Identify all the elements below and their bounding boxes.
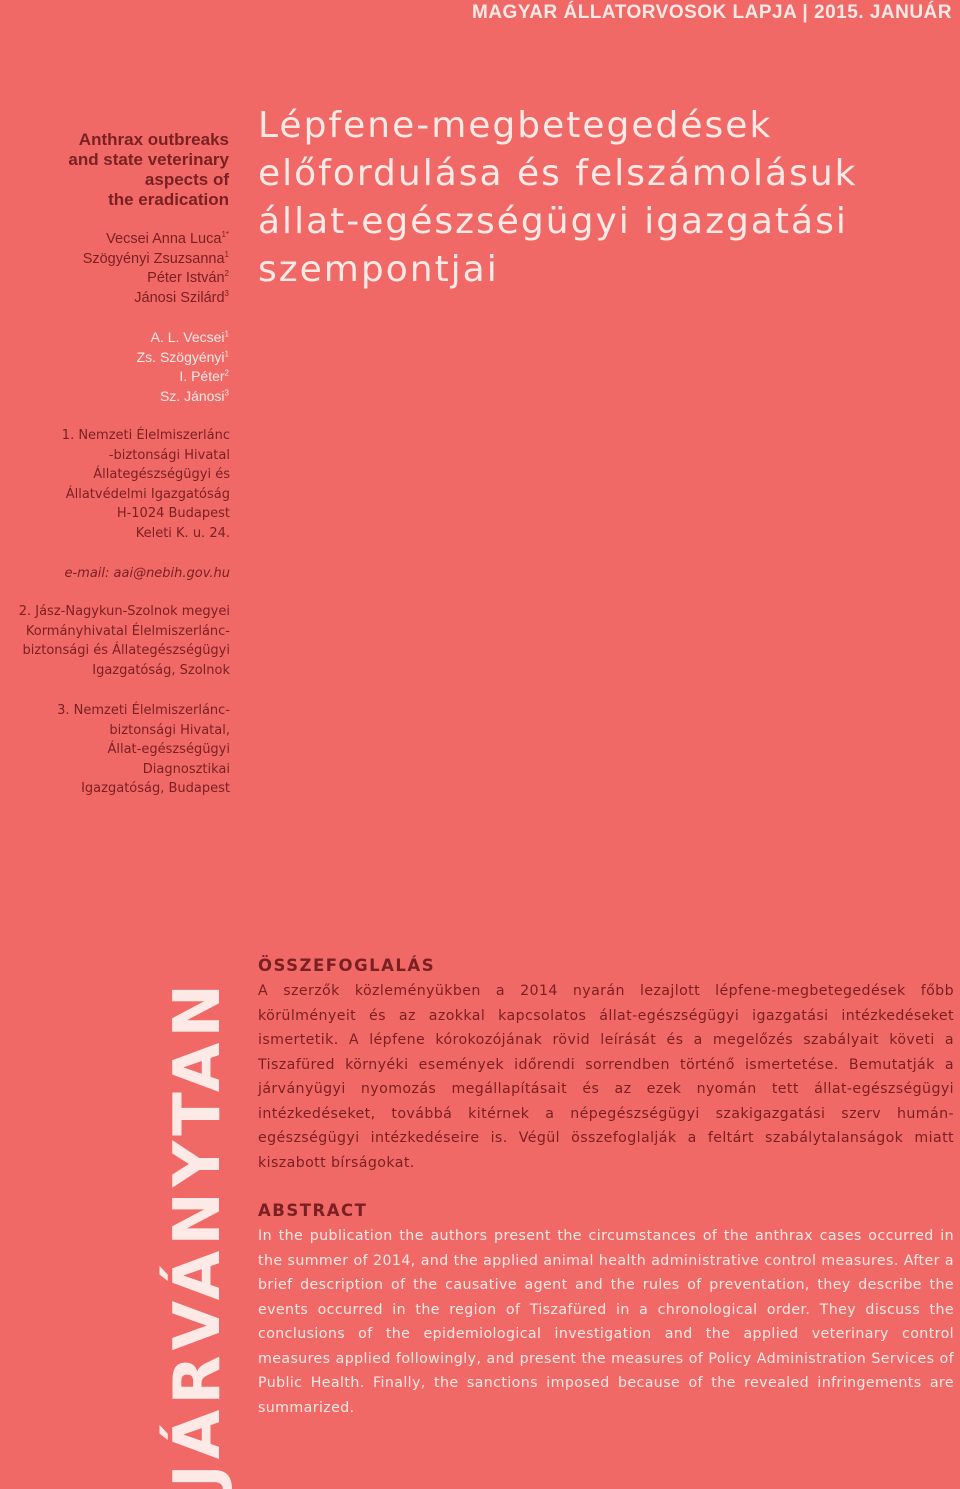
authors-hungarian — [83, 230, 229, 308]
author-affiliation-mark: 2 — [224, 269, 229, 279]
affiliation-line: Igazgatóság, Szolnok — [92, 662, 230, 678]
summary-heading: ÖSSZEFOGLALÁS — [258, 956, 436, 975]
affiliation-line: Kormányhivatal Élelmiszerlánc- — [25, 623, 230, 639]
affiliation-line: biztonsági és Állategészségügyi — [22, 643, 230, 659]
title-line: előfordulása és felszámolásuk — [258, 153, 858, 194]
author-line — [83, 289, 229, 309]
affiliation-line: Keleti K. u. 24. — [135, 525, 230, 541]
author-line — [83, 269, 229, 289]
title-en-line: aspects of — [144, 170, 229, 189]
section-label-vertical: JÁRVÁNYTAN — [161, 978, 235, 1488]
affiliation-2 — [19, 602, 230, 680]
author-line — [137, 387, 229, 407]
title-en-line: Anthrax outbreaks — [78, 130, 229, 149]
affiliation-1 — [62, 426, 230, 544]
author-line — [83, 250, 229, 270]
author-name: I. Péter — [179, 368, 225, 384]
author-line — [137, 367, 229, 387]
affiliation-line: Igazgatóság, Budapest — [81, 781, 230, 797]
author-name: Zs. Szögyényi — [136, 348, 225, 365]
affiliation-line: 3. Nemzeti Élelmiszerlánc- — [57, 703, 230, 718]
author-affiliation-mark: 1 — [224, 249, 229, 259]
title-line: állat-egészségügyi igazgatási — [258, 201, 848, 242]
author-name: A. L. Vecsei — [150, 329, 225, 345]
affiliation-line: 2. Jász-Nagykun-Szolnok megyei — [18, 604, 230, 619]
title-line: Lépfene-megbetegedések — [258, 105, 773, 146]
title-en-line: and state veterinary — [68, 150, 229, 169]
author-line — [83, 230, 229, 250]
article-title-hu — [258, 102, 948, 294]
author-line — [137, 348, 229, 368]
summary-text: A szerzők közleményükben a 2014 nyarán lezajlott lépfene-megbetegedések főbb körülményeit és az azokkal kapcsolatos állat-egészségügyi igazgatási intézkedéseket ismertetik. A lépfene kórokozójának rövid leírását és a megelőzés szabályait követi a Tiszafüred környéki események időrendi sorrendben történő ismertetése. Bemutatják a járványügyi nyomozás megállapításait és az ezek nyomán tett állat-egészségügyi intézkedéseket, továbbá kitérnek a népegészségügyi szakigazgatási szerv humán-egészségügyi intézkedéseire is. Végül összefoglalják a feltárt szabálytalanságok miatt kiszabott bírságokat. — [258, 983, 954, 1171]
affiliation-3 — [57, 701, 230, 799]
abstract-english — [258, 1200, 954, 1420]
author-affiliation-mark: 1* — [221, 230, 229, 240]
journal-header: MAGYAR ÁLLATORVOSOK LAPJA | 2015. JANUÁR — [472, 2, 952, 23]
title-line: szempontjai — [258, 249, 499, 290]
affiliation-line: biztonsági Hivatal, — [109, 722, 230, 738]
author-affiliation-mark: 3 — [224, 288, 229, 298]
author-name: Szögyényi Zsuzsanna — [82, 250, 225, 267]
affiliation-line: Állategészségügyi és — [93, 467, 230, 483]
affiliation-line: Állat-egészségügyi — [107, 742, 230, 758]
author-affiliation-mark: 1 — [224, 348, 229, 358]
author-name: Péter István — [147, 270, 225, 286]
author-line — [137, 328, 229, 348]
title-en-line: the eradication — [108, 190, 229, 209]
contact-email[interactable]: e-mail: aai@nebih.gov.hu — [64, 566, 230, 581]
author-name: Jánosi Szilárd — [134, 289, 225, 306]
affiliation-line: H-1024 Budapest — [116, 506, 230, 522]
affiliation-line: Diagnosztikai — [142, 761, 230, 777]
affiliation-line: 1. Nemzeti Élelmiszerlánc — [61, 428, 230, 443]
author-affiliation-mark: 2 — [224, 368, 229, 378]
author-name: Vecsei Anna Luca — [106, 231, 222, 247]
authors-english — [137, 328, 229, 406]
affiliation-line: Állatvédelmi Igazgatóság — [65, 486, 230, 502]
author-affiliation-mark: 1 — [224, 329, 229, 339]
author-name: Sz. Jánosi — [159, 387, 225, 404]
summary-hungarian — [258, 955, 954, 1175]
author-affiliation-mark: 3 — [224, 387, 229, 397]
abstract-text: In the publication the authors present the circumstances of the anthrax cases occurred in the summer of 2014, and the applied animal health administrative control measures. After a brief description of the causative agent and the rules of preventation, they describe the events occurred in the region of Tiszafüred in a chronological order. They discuss the conclusions of the epidemiological investigation and the applied veterinary control measures applied followingly, and present the measures of Policy Administration Services of Public Health. Finally, the sanctions imposed because of the revealed infringements are summarized. — [258, 1228, 954, 1416]
affiliation-line: -biztonsági Hivatal — [108, 447, 230, 463]
abstract-heading: ABSTRACT — [258, 1201, 368, 1220]
article-title-en — [9, 130, 229, 210]
